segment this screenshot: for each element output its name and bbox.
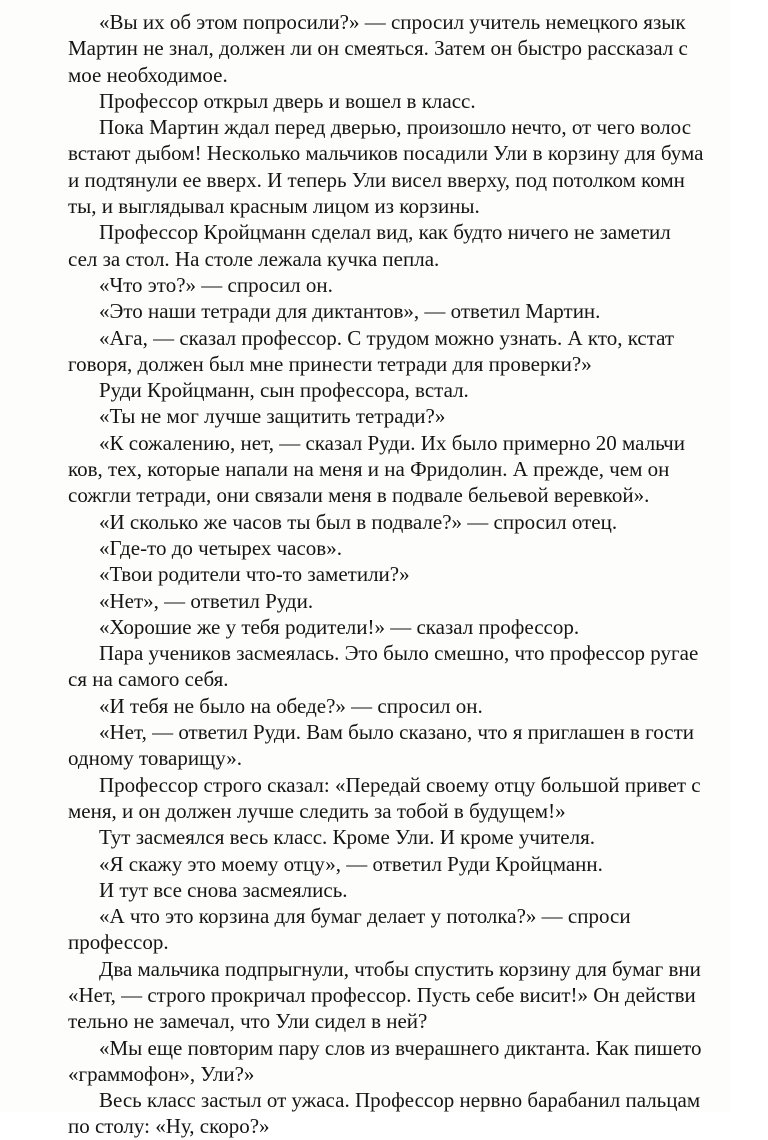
text-line: меня, и он должен лучше следить за тобой в будущем!» xyxy=(68,798,566,823)
text-line: «Что это?» — спросил он. xyxy=(99,272,333,297)
text-line: Профессор Кройцманн сделал вид, как будто ничего не заметил xyxy=(99,220,671,245)
text-line: ся на самого себя. xyxy=(68,667,229,692)
text-line: Профессор открыл дверь и вошел в класс. xyxy=(99,88,476,113)
text-line: встают дыбом! Несколько мальчиков посадили Ули в корзину для бума xyxy=(68,141,704,166)
text-line: И тут все снова засмеялись. xyxy=(99,877,348,902)
text-line: сел за стол. На столе лежала кучка пепла. xyxy=(68,246,440,271)
text-line: по столу: «Ну, скоро?» xyxy=(68,1114,270,1139)
text-line: «К сожалению, нет, — сказал Руди. Их было примерно 20 мальчи xyxy=(99,430,685,455)
text-line: ты, и выглядывал красным лицом из корзины. xyxy=(68,194,480,219)
text-line: «Нет, — строго прокричал профессор. Пусть себе висит!» Он действи xyxy=(68,982,696,1007)
text-line: и подтянули ее вверх. И теперь Ули висел вверху, под потолком комн xyxy=(68,167,685,192)
text-line: Руди Кройцманн, сын профессора, встал. xyxy=(99,378,469,403)
text-line: мое необходимое. xyxy=(68,62,228,87)
text-line: «Где-то до четырех часов». xyxy=(99,535,342,560)
text-line: Профессор строго сказал: «Передай своему отцу большой привет с xyxy=(99,772,701,797)
text-line: «Вы их об этом попросили?» — спросил учитель немецкого язык xyxy=(99,10,686,34)
text-line: профессор. xyxy=(68,930,169,955)
text-line: «Мы еще повторим пару слов из вчерашнего диктанта. Как пишето xyxy=(99,1035,702,1060)
text-line: Два мальчика подпрыгнули, чтобы спустить корзину для бумаг вни xyxy=(99,956,701,981)
text-line: Весь класс застыл от ужаса. Профессор нервно барабанил пальцам xyxy=(99,1088,701,1113)
text-line: «Ага, — сказал профессор. С трудом можно узнать. А кто, кстат xyxy=(99,325,675,350)
text-line: «Нет, — ответил Руди. Вам было сказано, что я приглашен в гости xyxy=(99,720,694,745)
page-text xyxy=(68,9,768,1140)
text-line: Пока Мартин ждал перед дверью, произошло нечто, от чего волос xyxy=(99,115,692,140)
text-line: «И сколько же часов ты был в подвале?» — спросил отец. xyxy=(99,509,618,534)
text-line: «Ты не мог лучше защитить тетради?» xyxy=(99,404,446,429)
text-line: «граммофон», Ули?» xyxy=(68,1061,255,1086)
text-line: сожгли тетради, они связали меня в подвале бельевой веревкой». xyxy=(68,483,650,508)
text-line: «Хорошие же у тебя родители!» — сказал профессор. xyxy=(99,614,580,639)
text-line: «Твои родители что-то заметили?» xyxy=(99,562,410,587)
text-line: одному товарищу». xyxy=(68,746,242,771)
text-line: «Нет», — ответил Руди. xyxy=(99,588,314,613)
text-line: «А что это корзина для бумаг делает у потолка?» — спроси xyxy=(99,904,631,929)
text-line: «Я скажу это моему отцу», — ответил Руди Кройцманн. xyxy=(99,851,603,876)
text-line: ков, тех, которые напали на меня и на Фридолин. А прежде, чем он xyxy=(68,457,670,482)
text-line: Тут засмеялся весь класс. Кроме Ули. И кроме учителя. xyxy=(99,825,596,850)
text-line: Мартин не знал, должен ли он смеяться. Затем он быстро рассказал с xyxy=(68,36,688,61)
text-line: Пара учеников засмеялась. Это было смешно, что профессор ругае xyxy=(99,641,699,666)
text-line: тельно не замечал, что Ули сидел в ней? xyxy=(68,1009,428,1034)
text-line: «Это наши тетради для диктантов», — ответил Мартин. xyxy=(99,299,601,324)
text-line: «И тебя не было на обеде?» — спросил он. xyxy=(99,693,483,718)
text-line: говоря, должен был мне принести тетради для проверки?» xyxy=(68,351,592,376)
